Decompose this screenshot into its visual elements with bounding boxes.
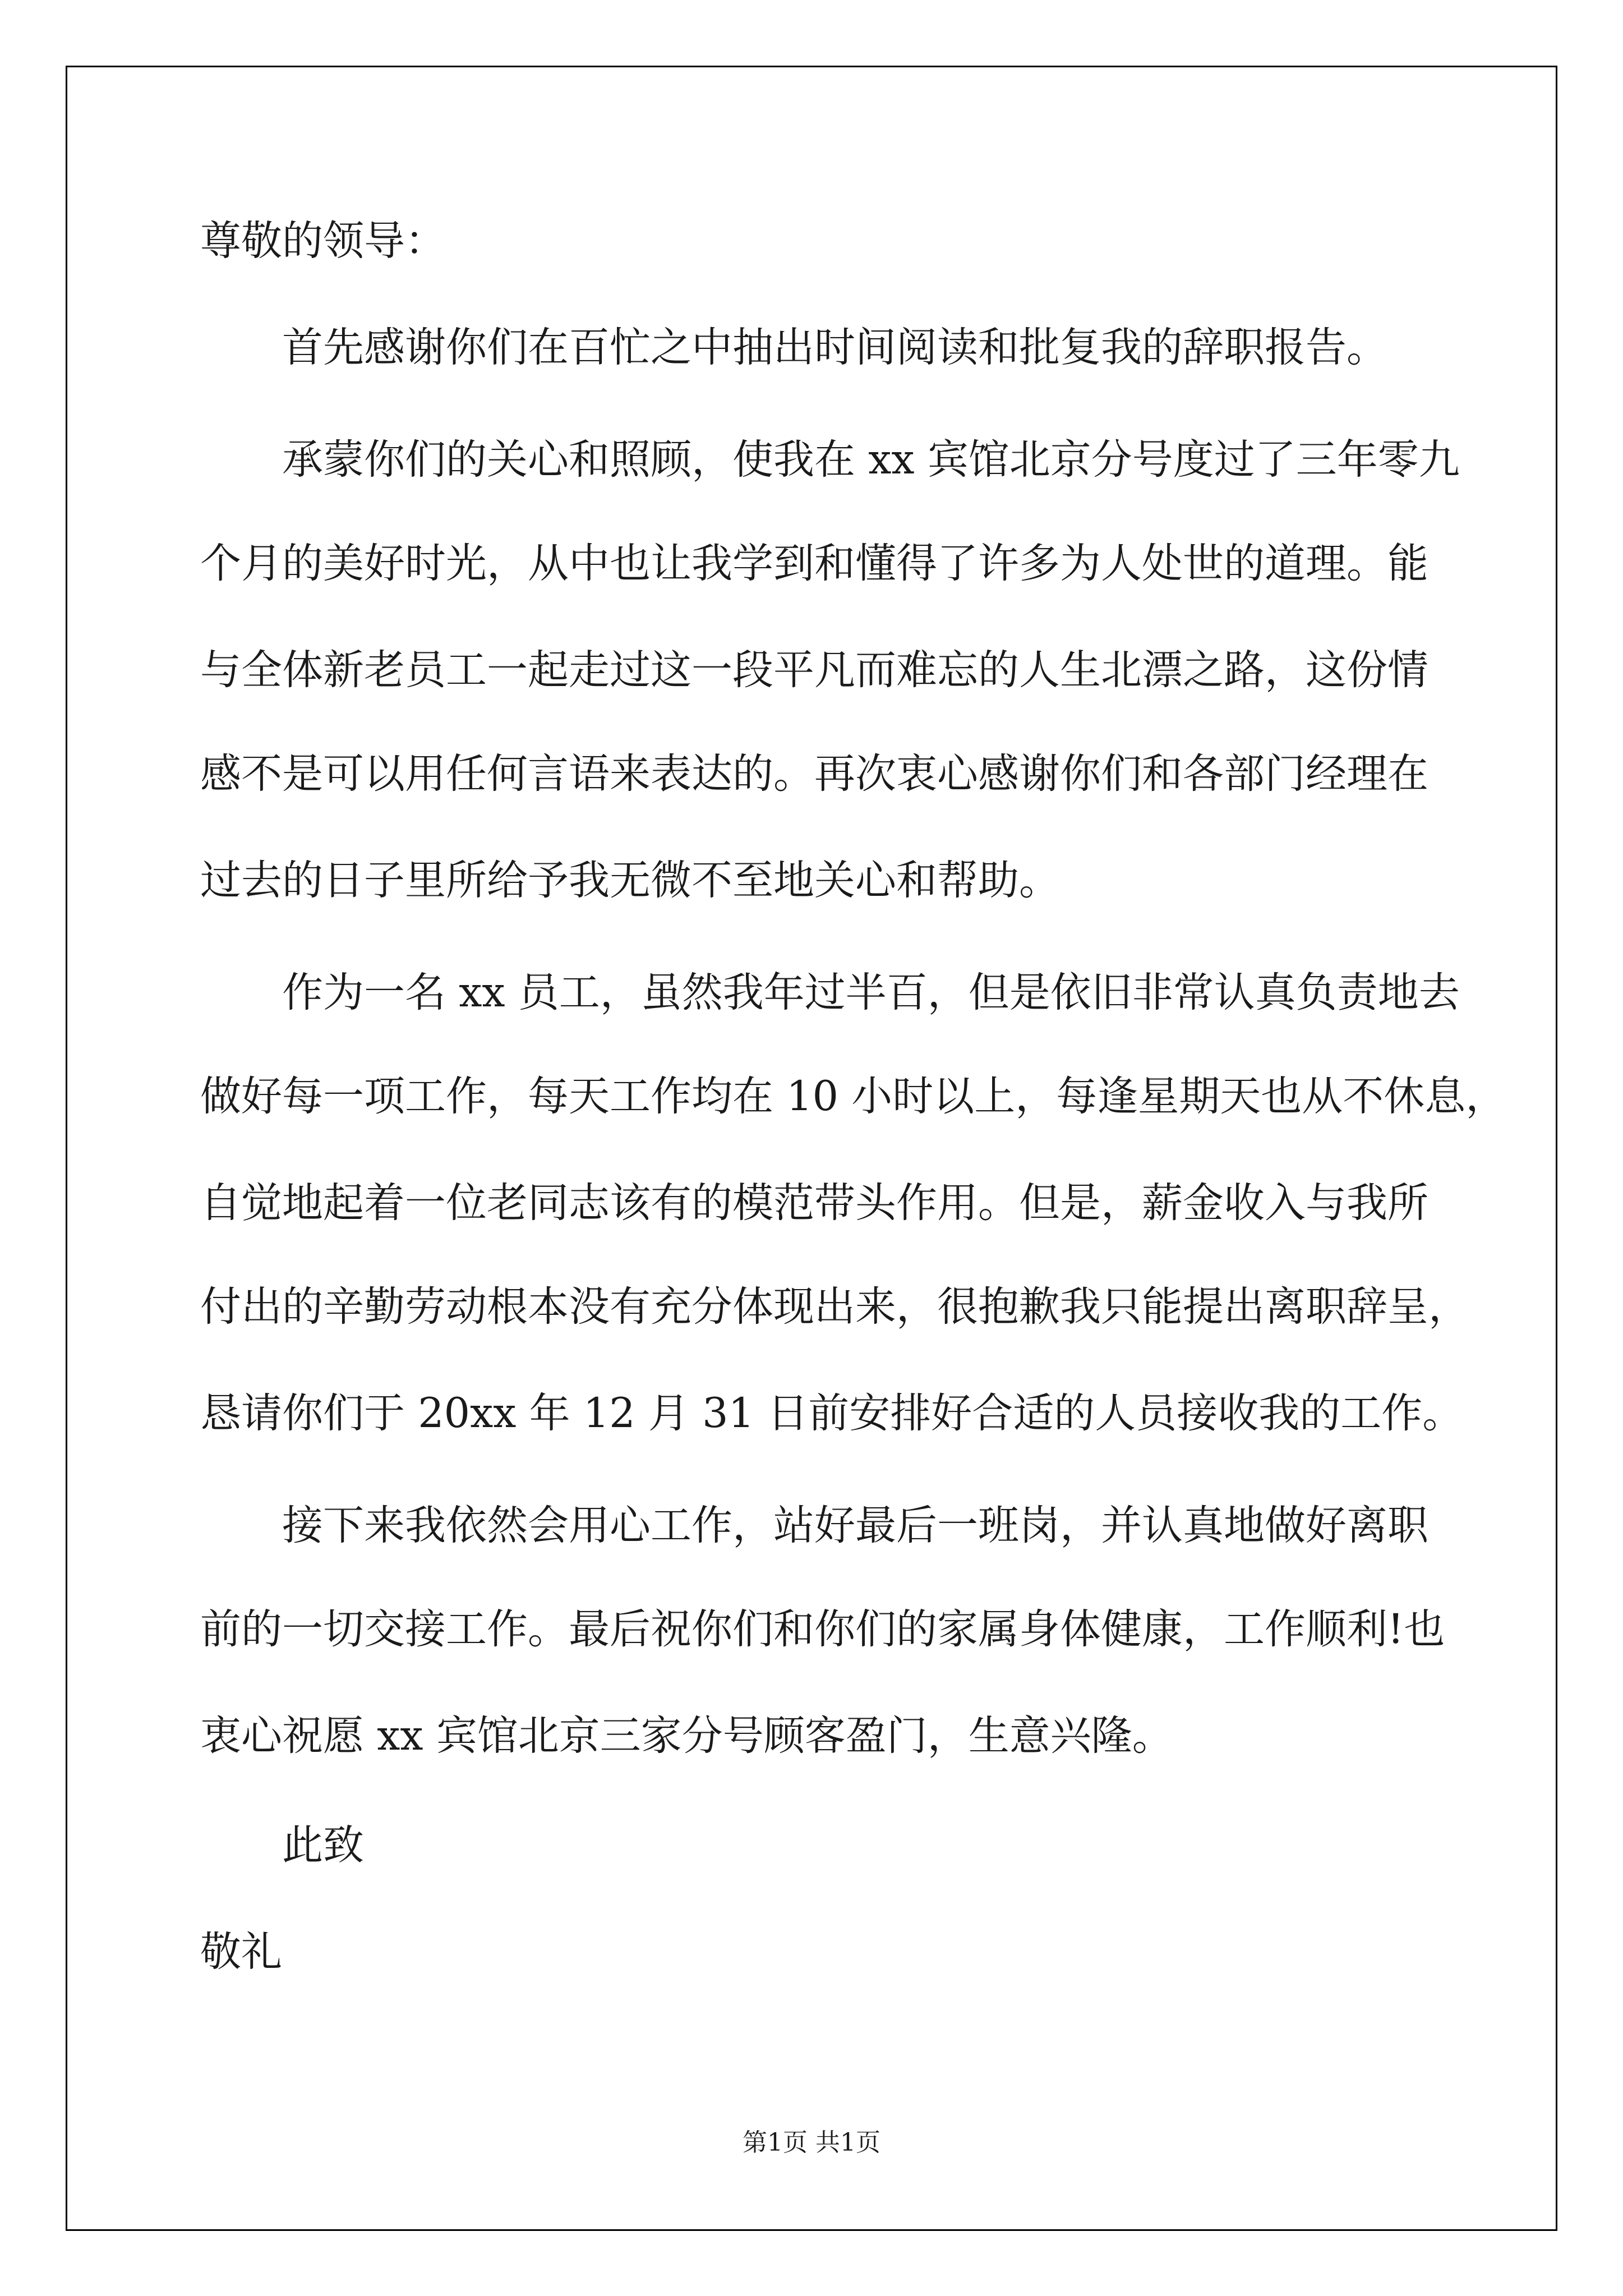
body-line: 自觉地起着一位老同志该有的模范带头作用。但是，薪金收入与我所 bbox=[200, 1179, 1428, 1227]
body-line: 作为一名 xx 员工，虽然我年过半百，但是依旧非常认真负责地去 bbox=[282, 969, 1460, 1016]
closing: 此致 bbox=[282, 1821, 364, 1869]
body-line: 前的一切交接工作。最后祝你们和你们的家属身体健康，工作顺利!也 bbox=[200, 1605, 1445, 1653]
body-line: 付出的辛勤劳动根本没有充分体现出来，很抱歉我只能提出离职辞呈， bbox=[200, 1283, 1469, 1331]
page-footer: 第1页 共1页 bbox=[743, 2128, 880, 2157]
body-line: 首先感谢你们在百忙之中抽出时间阅读和批复我的辞职报告。 bbox=[282, 324, 1387, 371]
body-line: 感不是可以用任何言语来表达的。再次衷心感谢你们和各部门经理在 bbox=[200, 750, 1428, 798]
body-line: 过去的日子里所给予我无微不至地关心和帮助。 bbox=[200, 857, 1060, 904]
body-line: 恳请你们于 20xx 年 12 月 31 日前安排好合适的人员接收我的工作。 bbox=[200, 1389, 1464, 1437]
body-line: 接下来我依然会用心工作，站好最后一班岗，并认真地做好离职 bbox=[282, 1502, 1428, 1549]
body-line: 承蒙你们的关心和照顾，使我在 xx 宾馆北京分号度过了三年零九 bbox=[282, 436, 1460, 484]
body-line: 衷心祝愿 xx 宾馆北京三家分号顾客盈门，生意兴隆。 bbox=[200, 1712, 1173, 1760]
regards: 敬礼 bbox=[200, 1928, 282, 1976]
salutation: 尊敬的领导： bbox=[200, 217, 446, 265]
page-border bbox=[66, 66, 1557, 2231]
body-line: 个月的美好时光，从中也让我学到和懂得了许多为人处世的道理。能 bbox=[200, 540, 1428, 587]
body-line: 与全体新老员工一起走过这一段平凡而难忘的人生北漂之路，这份情 bbox=[200, 646, 1428, 694]
body-line: 做好每一项工作，每天工作均在 10 小时以上，每逢星期天也从不休息， bbox=[200, 1073, 1507, 1120]
